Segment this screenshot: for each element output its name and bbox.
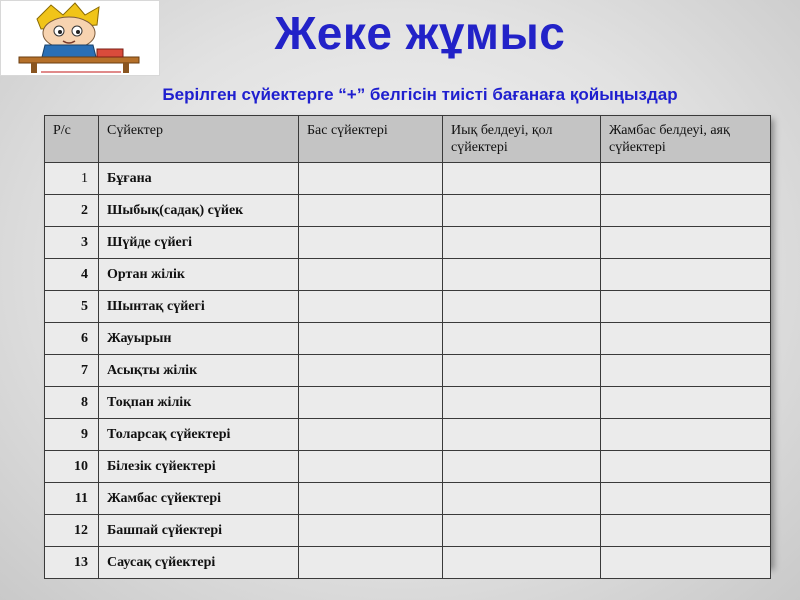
table-row: [45, 547, 771, 579]
row-number: 4: [45, 259, 99, 291]
table-row: [45, 515, 771, 547]
skull-bones-cell[interactable]: [299, 387, 443, 419]
header-number: Р/с: [45, 116, 99, 163]
table-row: [45, 195, 771, 227]
bone-name: Ортан жілік: [99, 259, 299, 291]
row-number: 10: [45, 451, 99, 483]
bones-table: [44, 115, 771, 579]
table-row: [45, 259, 771, 291]
table-row: [45, 227, 771, 259]
row-number: 9: [45, 419, 99, 451]
pelvis-leg-bones-cell[interactable]: [601, 387, 771, 419]
row-number: 11: [45, 483, 99, 515]
table-row: [45, 291, 771, 323]
table-row: [45, 163, 771, 195]
skull-bones-cell[interactable]: [299, 323, 443, 355]
row-number: 2: [45, 195, 99, 227]
table-header-row: [45, 116, 771, 163]
pelvis-leg-bones-cell[interactable]: [601, 355, 771, 387]
bone-name: Шүйде сүйегі: [99, 227, 299, 259]
pelvis-leg-bones-cell[interactable]: [601, 547, 771, 579]
shoulder-arm-bones-cell[interactable]: [443, 483, 601, 515]
pelvis-leg-bones-cell[interactable]: [601, 451, 771, 483]
skull-bones-cell[interactable]: [299, 259, 443, 291]
bone-name: Толарсақ сүйектері: [99, 419, 299, 451]
row-number: 12: [45, 515, 99, 547]
skull-bones-cell[interactable]: [299, 227, 443, 259]
shoulder-arm-bones-cell[interactable]: [443, 259, 601, 291]
pelvis-leg-bones-cell[interactable]: [601, 419, 771, 451]
table-row: [45, 323, 771, 355]
shoulder-arm-bones-cell[interactable]: [443, 291, 601, 323]
shoulder-arm-bones-cell[interactable]: [443, 163, 601, 195]
skull-bones-cell[interactable]: [299, 355, 443, 387]
row-number: 8: [45, 387, 99, 419]
bone-name: Тоқпан жілік: [99, 387, 299, 419]
bone-name: Шыбық(садақ) сүйек: [99, 195, 299, 227]
pelvis-leg-bones-cell[interactable]: [601, 515, 771, 547]
shoulder-arm-bones-cell[interactable]: [443, 387, 601, 419]
row-number: 7: [45, 355, 99, 387]
pelvis-leg-bones-cell[interactable]: [601, 483, 771, 515]
row-number: 3: [45, 227, 99, 259]
table-row: [45, 419, 771, 451]
bone-name: Жамбас сүйектері: [99, 483, 299, 515]
bone-name: Бұғана: [99, 163, 299, 195]
row-number: 1: [45, 163, 99, 195]
header-shoulder-arm-bones: Иық белдеуі, қол сүйектері: [443, 116, 601, 163]
shoulder-arm-bones-cell[interactable]: [443, 227, 601, 259]
shoulder-arm-bones-cell[interactable]: [443, 451, 601, 483]
skull-bones-cell[interactable]: [299, 291, 443, 323]
bone-name: Білезік сүйектері: [99, 451, 299, 483]
bone-name: Асықты жілік: [99, 355, 299, 387]
bone-name: Жауырын: [99, 323, 299, 355]
task-instruction: Берілген сүйектерге “+” белгісін тиісті бағанаға қойыңыздар: [162, 85, 678, 104]
pelvis-leg-bones-cell[interactable]: [601, 227, 771, 259]
student-clipart-logo: [0, 0, 160, 76]
pelvis-leg-bones-cell[interactable]: [601, 323, 771, 355]
table-row: [45, 387, 771, 419]
shoulder-arm-bones-cell[interactable]: [443, 323, 601, 355]
pelvis-leg-bones-cell[interactable]: [601, 163, 771, 195]
skull-bones-cell[interactable]: [299, 515, 443, 547]
bone-name: Шынтақ сүйегі: [99, 291, 299, 323]
table-row: [45, 483, 771, 515]
pelvis-leg-bones-cell[interactable]: [601, 259, 771, 291]
shoulder-arm-bones-cell[interactable]: [443, 195, 601, 227]
table-row: [45, 355, 771, 387]
bone-name: Саусақ сүйектері: [99, 547, 299, 579]
header-skull-bones: Бас сүйектері: [299, 116, 443, 163]
skull-bones-cell[interactable]: [299, 451, 443, 483]
pelvis-leg-bones-cell[interactable]: [601, 195, 771, 227]
row-number: 5: [45, 291, 99, 323]
skull-bones-cell[interactable]: [299, 163, 443, 195]
row-number: 6: [45, 323, 99, 355]
bones-table-container: [44, 115, 770, 570]
header-pelvis-leg-bones: Жамбас белдеуі, аяқ сүйектері: [601, 116, 771, 163]
shoulder-arm-bones-cell[interactable]: [443, 419, 601, 451]
student-at-desk-icon: [1, 1, 160, 76]
table-row: [45, 451, 771, 483]
skull-bones-cell[interactable]: [299, 483, 443, 515]
pelvis-leg-bones-cell[interactable]: [601, 291, 771, 323]
page-title: Жеке жұмыс: [274, 7, 566, 59]
shoulder-arm-bones-cell[interactable]: [443, 515, 601, 547]
skull-bones-cell[interactable]: [299, 195, 443, 227]
bone-name: Башпай сүйектері: [99, 515, 299, 547]
row-number: 13: [45, 547, 99, 579]
shoulder-arm-bones-cell[interactable]: [443, 547, 601, 579]
skull-bones-cell[interactable]: [299, 419, 443, 451]
header-bones: Сүйектер: [99, 116, 299, 163]
skull-bones-cell[interactable]: [299, 547, 443, 579]
shoulder-arm-bones-cell[interactable]: [443, 355, 601, 387]
